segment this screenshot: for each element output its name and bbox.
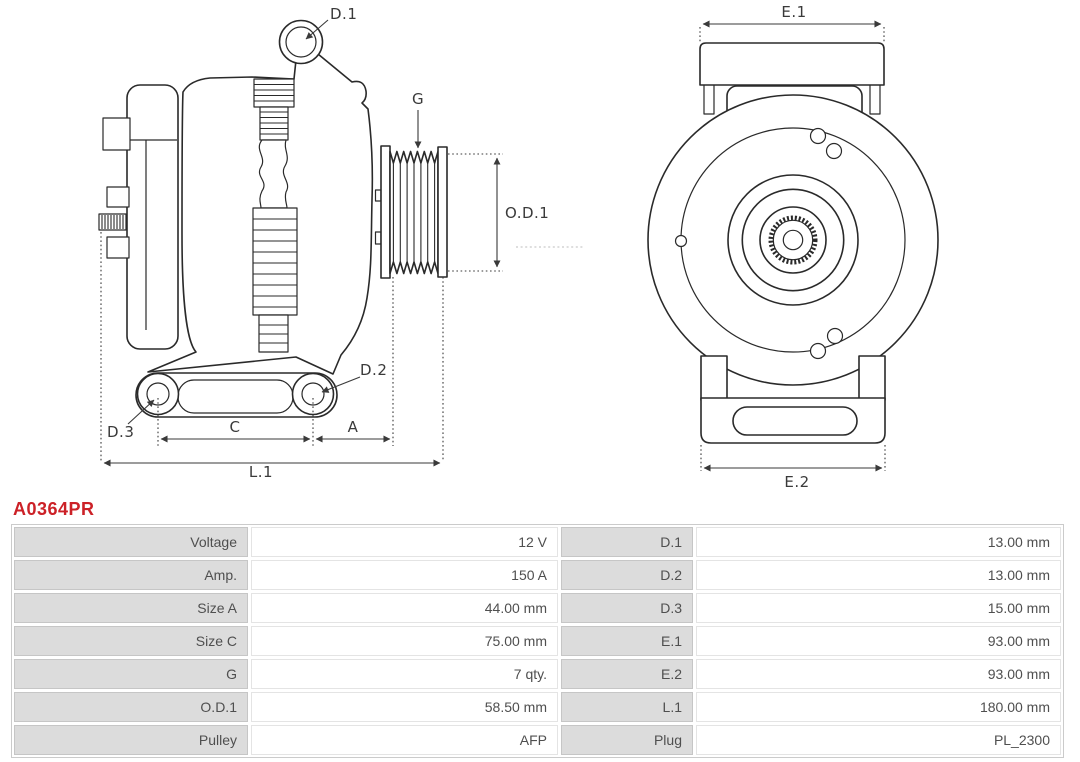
dim-label-l1: L.1 <box>248 463 274 481</box>
spec-value-cell: 15.00 mm <box>696 593 1061 623</box>
spec-label-cell: Voltage <box>14 527 248 557</box>
table-row <box>14 725 1061 755</box>
spec-label-cell: Amp. <box>14 560 248 590</box>
dim-label-d1: D.1 <box>330 5 358 23</box>
spec-label-cell: Plug <box>561 725 693 755</box>
dim-label-c: C <box>229 418 241 436</box>
top-mount-bracket <box>700 43 884 85</box>
spec-label-cell: Size A <box>14 593 248 623</box>
spec-label-cell: G <box>14 659 248 689</box>
dim-label-e2: E.2 <box>784 473 810 491</box>
table-row <box>14 692 1061 722</box>
spec-value-cell: 44.00 mm <box>251 593 558 623</box>
spec-value-cell: 180.00 mm <box>696 692 1061 722</box>
table-row <box>14 659 1061 689</box>
spec-label-cell: Size C <box>14 626 248 656</box>
dim-label-od1: O.D.1 <box>505 204 550 222</box>
dim-label-d3: D.3 <box>107 423 135 441</box>
part-number: A0364PR <box>13 499 95 519</box>
spec-label-cell: E.1 <box>561 626 693 656</box>
spec-value-cell: 13.00 mm <box>696 560 1061 590</box>
spec-label-cell: D.1 <box>561 527 693 557</box>
spec-value-cell: 93.00 mm <box>696 626 1061 656</box>
table-row <box>14 527 1061 557</box>
spec-label-cell: D.2 <box>561 560 693 590</box>
spec-label-cell: O.D.1 <box>14 692 248 722</box>
spec-value-cell: PL_2300 <box>696 725 1061 755</box>
pulley <box>376 146 448 278</box>
spec-label-cell: E.2 <box>561 659 693 689</box>
spec-value-cell: 150 A <box>251 560 558 590</box>
spec-value-cell: 13.00 mm <box>696 527 1061 557</box>
dim-label-g: G <box>411 90 425 108</box>
spec-label-cell: D.3 <box>561 593 693 623</box>
spec-value-cell: AFP <box>251 725 558 755</box>
spec-label-cell: L.1 <box>561 692 693 722</box>
pulley-front <box>728 175 858 305</box>
table-row <box>14 560 1061 590</box>
table-row <box>14 626 1061 656</box>
dim-label-e1: E.1 <box>781 3 807 21</box>
table-row <box>14 593 1061 623</box>
dim-label-a: A <box>347 418 359 436</box>
spec-value-cell: 7 qty. <box>251 659 558 689</box>
spec-value-cell: 58.50 mm <box>251 692 558 722</box>
dim-label-d2: D.2 <box>360 361 388 379</box>
spec-value-cell: 93.00 mm <box>696 659 1061 689</box>
spec-label-cell: Pulley <box>14 725 248 755</box>
terminal-stud <box>99 214 126 230</box>
spec-value-cell: 12 V <box>251 527 558 557</box>
alternator-side-view <box>99 21 447 418</box>
spec-value-cell: 75.00 mm <box>251 626 558 656</box>
spec-table <box>11 524 1064 758</box>
